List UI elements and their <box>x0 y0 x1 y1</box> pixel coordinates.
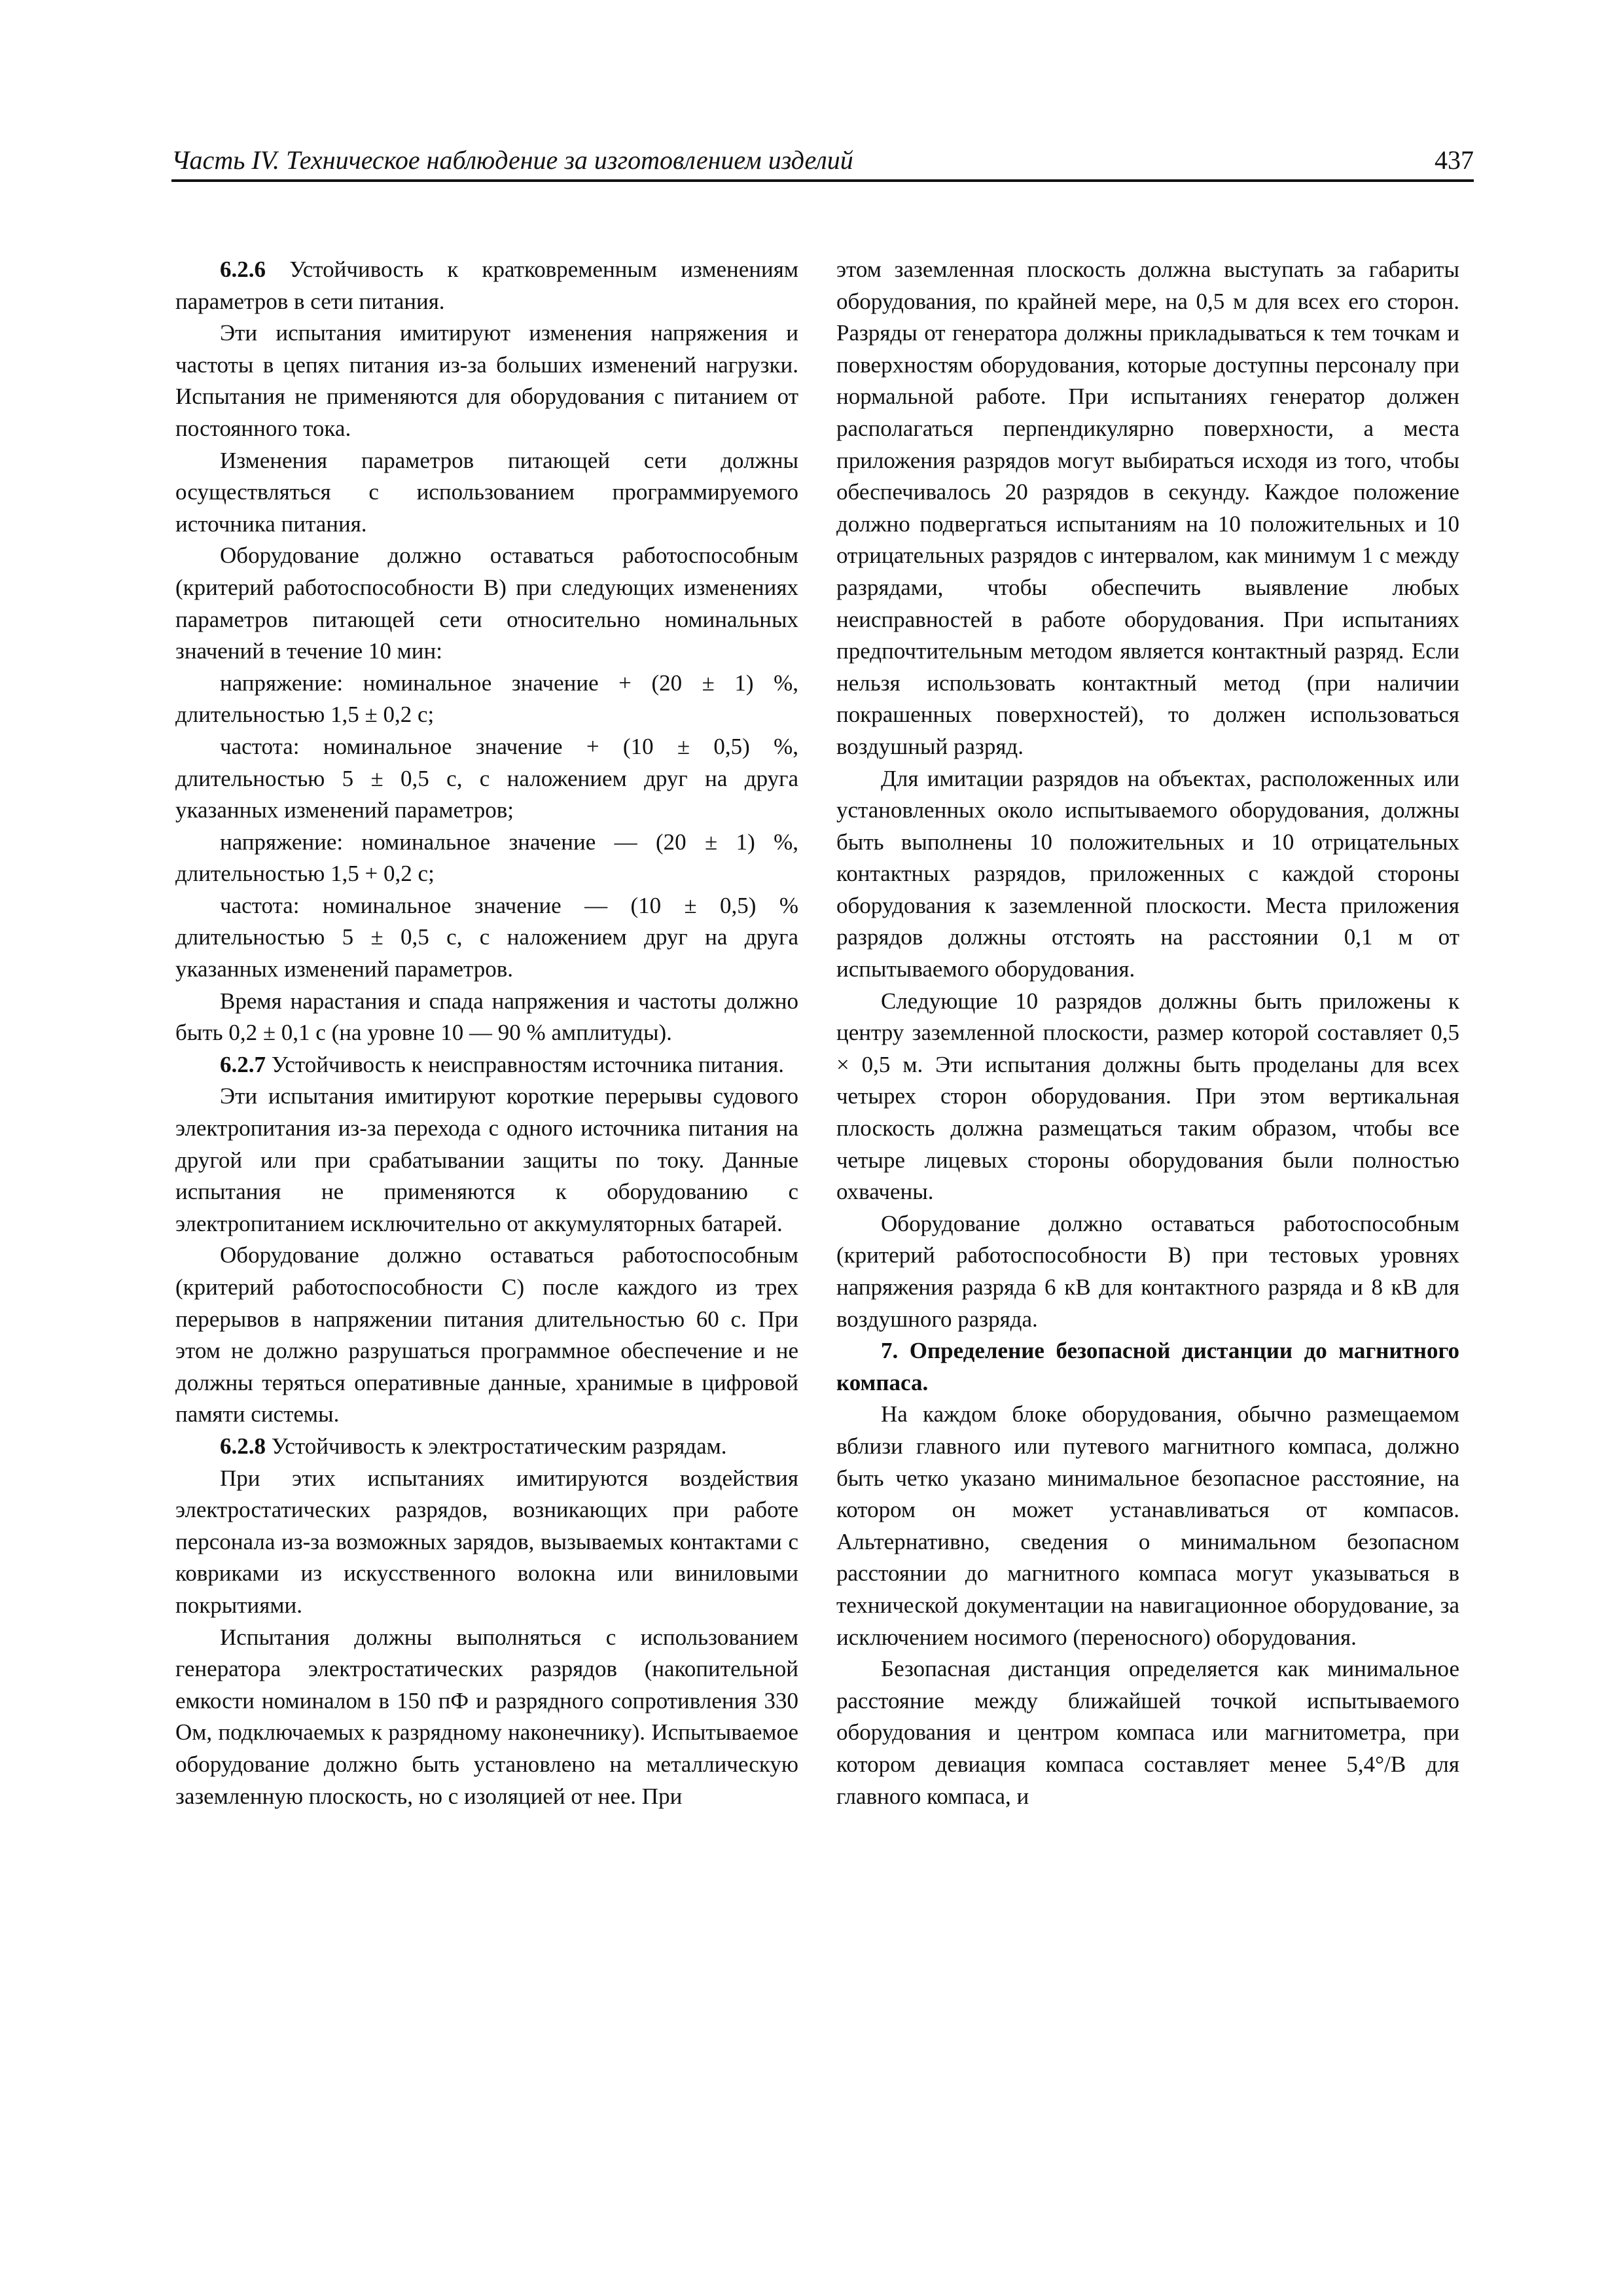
paragraph: На каждом блоке оборудования, обычно размещаемом вблизи главного или путевого магнитного компаса, должно быть четко указано минимальное безопасное расстояние, на котором он может устанавливаться от компасов. Альтернативно, сведения о минимальном безопасном расстоянии до магнитного компаса могут указываться в технической документации на навигационное оборудование, за исключением носимого (переносного) оборудования. <box>836 1401 1459 1650</box>
paragraph: частота: номинальное значение + (10 ± 0,5) %, длительностью 5 ± 0,5 с, с наложением друг на друга указанных изменений параметров; <box>175 733 798 823</box>
section-number: 6.2.7 <box>220 1051 266 1077</box>
paragraph: напряжение: номинальное значение + (20 ± 1) %, длительностью 1,5 ± 0,2 с; <box>175 670 798 728</box>
paragraph: При этих испытаниях имитируются воздействия электростатических разрядов, возникающих при работе персонала из-за возможных зарядов, вызываемых контактами с ковриками из искусственного волокна или виниловыми покрытиями. <box>175 1465 798 1618</box>
paragraph: Оборудование должно оставаться работоспособным (критерий работоспособности В) при тестовых уровнях напряжения разряда 6 кВ для контактного разряда и 8 кВ для воздушного разряда. <box>836 1210 1459 1332</box>
section-heading: 7. Определение безопасной дистанции до магнитного компаса. <box>836 1338 1459 1395</box>
header-title: Часть IV. Техническое наблюдение за изготовлением изделий <box>171 145 853 175</box>
paragraph: Оборудование должно оставаться работоспособным (критерий работоспособности С) после каждого из трех перерывов в напряжении питания длительностью 60 с. При этом не должно разрушаться программное обеспечение и не должны теряться оперативные данные, хранимые в цифровой памяти системы. <box>175 1242 798 1427</box>
paragraph: Следующие 10 разрядов должны быть приложены к центру заземленной плоскости, размер которой составляет 0,5 × 0,5 м. Эти испытания должны быть проделаны для всех четырех сторон оборудования. При этом вертикальная плоскость должна размещаться таким образом, чтобы все четыре лицевых стороны оборудования были полностью охвачены. <box>836 988 1459 1205</box>
paragraph: частота: номинальное значение — (10 ± 0,5) % длительностью 5 ± 0,5 с, с наложением друг на друга указанных изменений параметров. <box>175 892 798 982</box>
paragraph: Оборудование должно оставаться работоспособным (критерий работоспособности В) при следующих изменениях параметров питающей сети относительно номинальных значений в течение 10 мин: <box>175 543 798 664</box>
paragraph: Испытания должны выполняться с использованием генератора электростатических разрядов (накопительной емкости номиналом в 150 пФ и разрядного сопротивления 330 Ом, подключаемых к разрядному наконечнику). Испытываемое оборудование должно быть установлено на металлическую заземленную плоскость, но с изоляцией от нее. При <box>175 1624 798 1809</box>
paragraph: 6.2.6 Устойчивость к кратковременным изменениям параметров в сети питания. <box>175 257 798 314</box>
paragraph: Время нарастания и спада напряжения и частоты должно быть 0,2 ± 0,1 с (на уровне 10 — 90 % амплитуды). <box>175 988 798 1046</box>
paragraph: Изменения параметров питающей сети должны осуществляться с использованием программируемого источника питания. <box>175 447 798 537</box>
paragraph: этом заземленная плоскость должна выступать за габариты оборудования, по крайней мере, на 0,5 м для всех его сторон. Разряды от генератора должны прикладываться к тем точкам и поверхностям оборудования, которые доступны персоналу при нормальной работе. При испытаниях генератор должен располагаться перпендикулярно поверхности, а места приложения разрядов могут выбираться исходя из того, чтобы обеспечивалось 20 разрядов в секунду. Каждое положение должно подвергаться испытаниям на 10 положительных и 10 отрицательных разрядов с интервалом, как минимум 1 с между разрядами, чтобы обеспечить выявление любых неисправностей в работе оборудования. При испытаниях предпочтительным методом является контактный разряд. Если нельзя использовать контактный метод (при наличии покрашенных поверхностей), то должен использоваться воздушный разряд. <box>836 257 1459 759</box>
running-header <box>171 141 1474 182</box>
paragraph: 6.2.7 Устойчивость к неисправностям источника питания. <box>220 1051 785 1077</box>
paragraph: Эти испытания имитируют изменения напряжения и частоты в цепях питания из-за больших изменений нагрузки. Испытания не применяются для оборудования с питанием от постоянного тока. <box>175 320 798 441</box>
right-column <box>836 254 1459 1812</box>
section-number: 6.2.6 <box>220 257 266 282</box>
left-column <box>175 254 798 1812</box>
paragraph: Эти испытания имитируют короткие перерывы судового электропитания из-за перехода с одного источника питания на другой или при срабатывании защиты по току. Данные испытания не применяются к оборудованию с электропитанием исключительно от аккумуляторных батарей. <box>175 1083 798 1236</box>
page-number: 437 <box>1435 145 1474 175</box>
section-number: 6.2.8 <box>220 1433 266 1459</box>
paragraph: 6.2.8 Устойчивость к электростатическим разрядам. <box>220 1433 727 1459</box>
paragraph: Для имитации разрядов на объектах, расположенных или установленных около испытываемого оборудования, должны быть выполнены 10 положительных и 10 отрицательных контактных разрядов, приложенных с каждой стороны оборудования к заземленной плоскости. Места приложения разрядов должны отстоять на расстоянии 0,1 м от испытываемого оборудования. <box>836 765 1459 982</box>
paragraph: напряжение: номинальное значение — (20 ± 1) %, длительностью 1,5 + 0,2 с; <box>175 829 798 887</box>
paragraph: Безопасная дистанция определяется как минимальное расстояние между ближайшей точкой испытываемого оборудования и центром компаса или магнитометра, при котором девиация компаса составляет менее 5,4°/В для главного компаса, и <box>836 1656 1459 1809</box>
